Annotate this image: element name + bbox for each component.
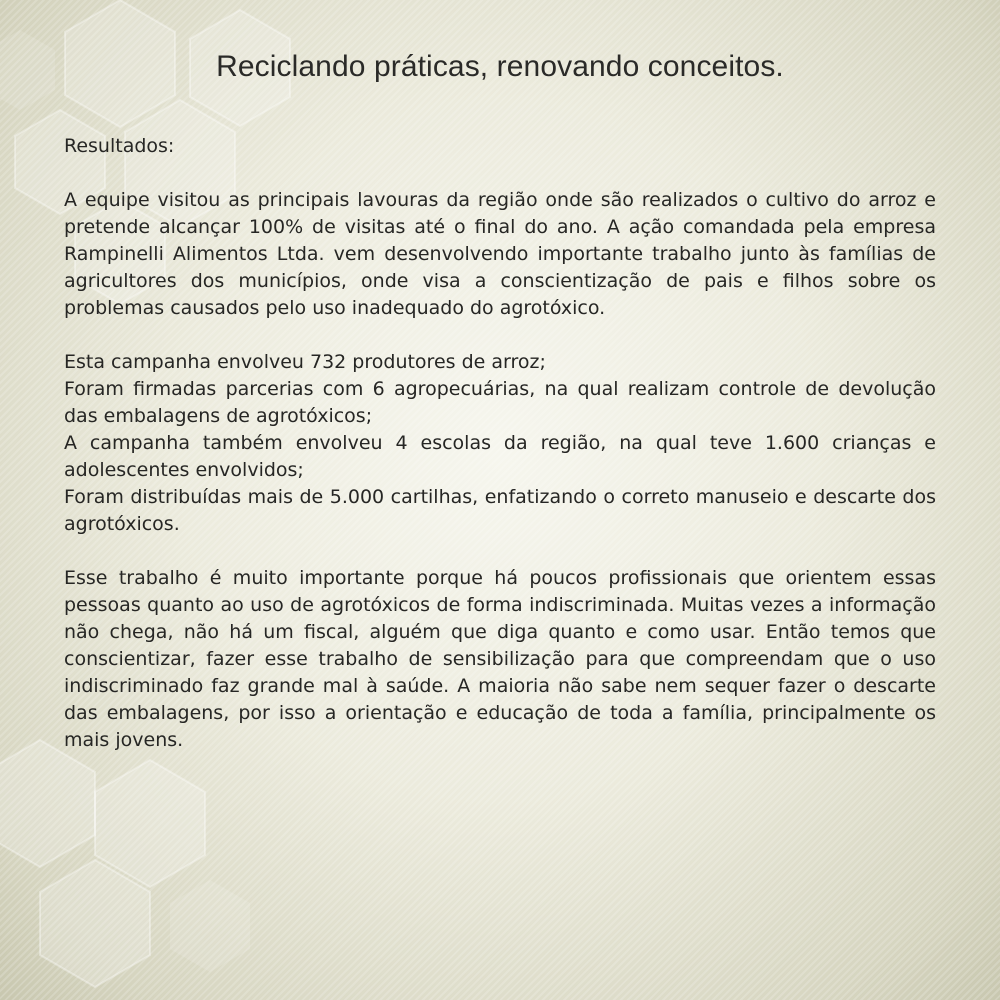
results-list-item: A campanha também envolveu 4 escolas da região, na qual teve 1.600 crianças e adolescentes envolvidos; <box>64 432 936 481</box>
paragraph-conclusion: Esse trabalho é muito importante porque há poucos profissionais que orientem essas pessoas quanto ao uso de agrotóxicos de forma indiscriminada. Muitas vezes a informação não chega, não há um fiscal, alguém que diga quanto e como usar. Então temos que conscientizar, fazer esse trabalho de sensibilização para que compreendam que o uso indiscriminado faz grande mal à saúde. A maioria não sabe nem sequer fazer o descarte das embalagens, por isso a orientação e educação de toda a família, principalmente os mais jovens. <box>64 567 936 751</box>
paragraph-intro: A equipe visitou as principais lavouras da região onde são realizados o cultivo do arroz e pretende alcançar 100% de visitas até o final do ano. A ação comandada pela empresa Rampinelli Alimentos Ltda. vem desenvolvendo importante trabalho junto às famílias de agricultores dos municípios, onde visa a conscientização de pais e filhos sobre os problemas causados pelo uso inadequado do agrotóxico. <box>64 189 936 319</box>
section-heading: Resultados: <box>64 135 175 157</box>
results-list-item: Foram firmadas parcerias com 6 agropecuárias, na qual realizam controle de devolução das embalagens de agrotóxicos; <box>64 378 936 427</box>
document-body <box>64 133 936 754</box>
results-list-item: Foram distribuídas mais de 5.000 cartilhas, enfatizando o correto manuseio e descarte dos agrotóxicos. <box>64 486 936 535</box>
results-list-item: Esta campanha envolveu 732 produtores de arroz; <box>64 351 546 373</box>
page-title: Reciclando práticas, renovando conceitos. <box>216 50 784 83</box>
